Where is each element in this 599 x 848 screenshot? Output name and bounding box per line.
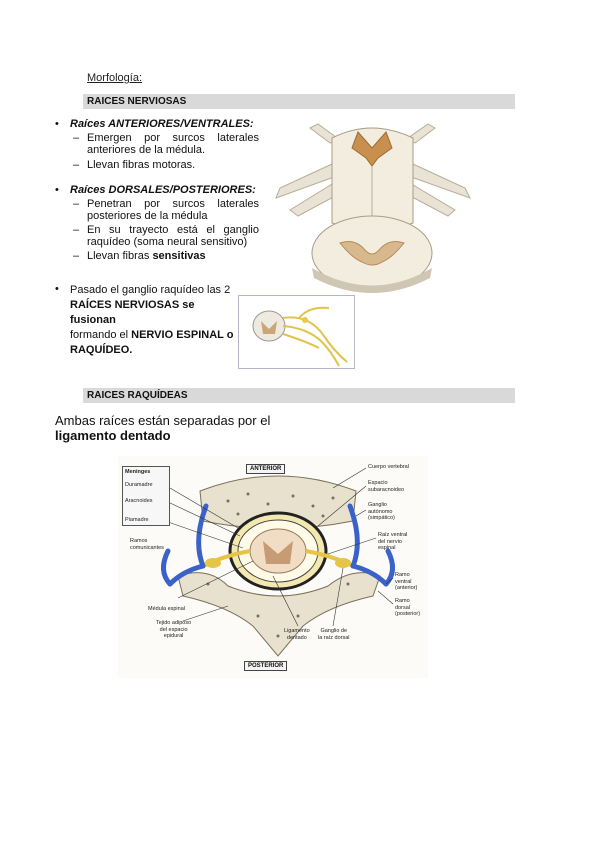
label-medula-espinal: Médula espinal [148,606,185,612]
label-raiz-ventral: Raíz ventral del nervio espinal [378,532,408,551]
section-bar-raices-nerviosas: RAICES NERVIOSAS [83,94,515,109]
meninges-box: Meninges Duramadre Aracnoides Piamadre [122,466,170,526]
page-heading: Morfología: [87,72,143,84]
bullet-title: Raíces DORSALES/POSTERIORES: [70,184,256,196]
label-cuerpo-vertebral: Cuerpo vertebral [368,464,409,470]
spinal-cord-illustration [270,118,475,296]
bullet-title: Raíces ANTERIORES/VENTRALES: [70,118,254,130]
bullet-dot: • [55,184,59,196]
bullet-posteriores [55,184,265,262]
bullet-anteriores [55,118,265,171]
list-item: – Penetran por surcos laterales posteriores de la médula [73,198,259,222]
bullet-dot: • [55,283,59,295]
label-ganglio-autonomo: Ganglio autónomo (simpático) [368,502,395,521]
label-ramo-ventral: Ramo ventral (anterior) [395,572,418,591]
label-ligamento-dentado: Ligamento dentado [284,628,310,641]
label-espacio-subaracnoideo: Espacio subaracnoideo [368,480,405,493]
list-item: – Emergen por surcos laterales anteriores de la médula. [73,132,259,156]
fusion-paragraph: • Pasado el ganglio raquídeo las 2 RAÍCES NERVIOSAS se fusionan formando el NERVIO ESPINAL o RAQUÍDEO. [55,283,234,356]
label-ramo-dorsal: Ramo dorsal (posterior) [395,598,421,617]
label-ramos-comunicantes: Ramos comunicantes [130,538,164,551]
list-item: – Llevan fibras motoras. [73,159,196,171]
posterior-label: POSTERIOR [244,661,287,671]
label-tejido-adiposo: Tejido adiposo del espacio epidural [156,620,192,639]
list-item: – Llevan fibras sensitivas [73,250,206,262]
list-item: – En su trayecto está el ganglio raquídeo (soma neural sensitivo) [73,224,259,248]
spinal-anatomy-figure [118,456,428,678]
spinal-nerve-illustration [238,295,355,369]
anterior-label: ANTERIOR [246,464,285,474]
bullet-dot: • [55,118,59,130]
section-bar-raices-raquideas: RAICES RAQUÍDEAS [83,388,515,403]
intro-text: Ambas raíces están separadas por el ligamento dentado [55,413,271,443]
label-ganglio-raiz-dorsal: Ganglio de la raíz dorsal [318,628,350,641]
